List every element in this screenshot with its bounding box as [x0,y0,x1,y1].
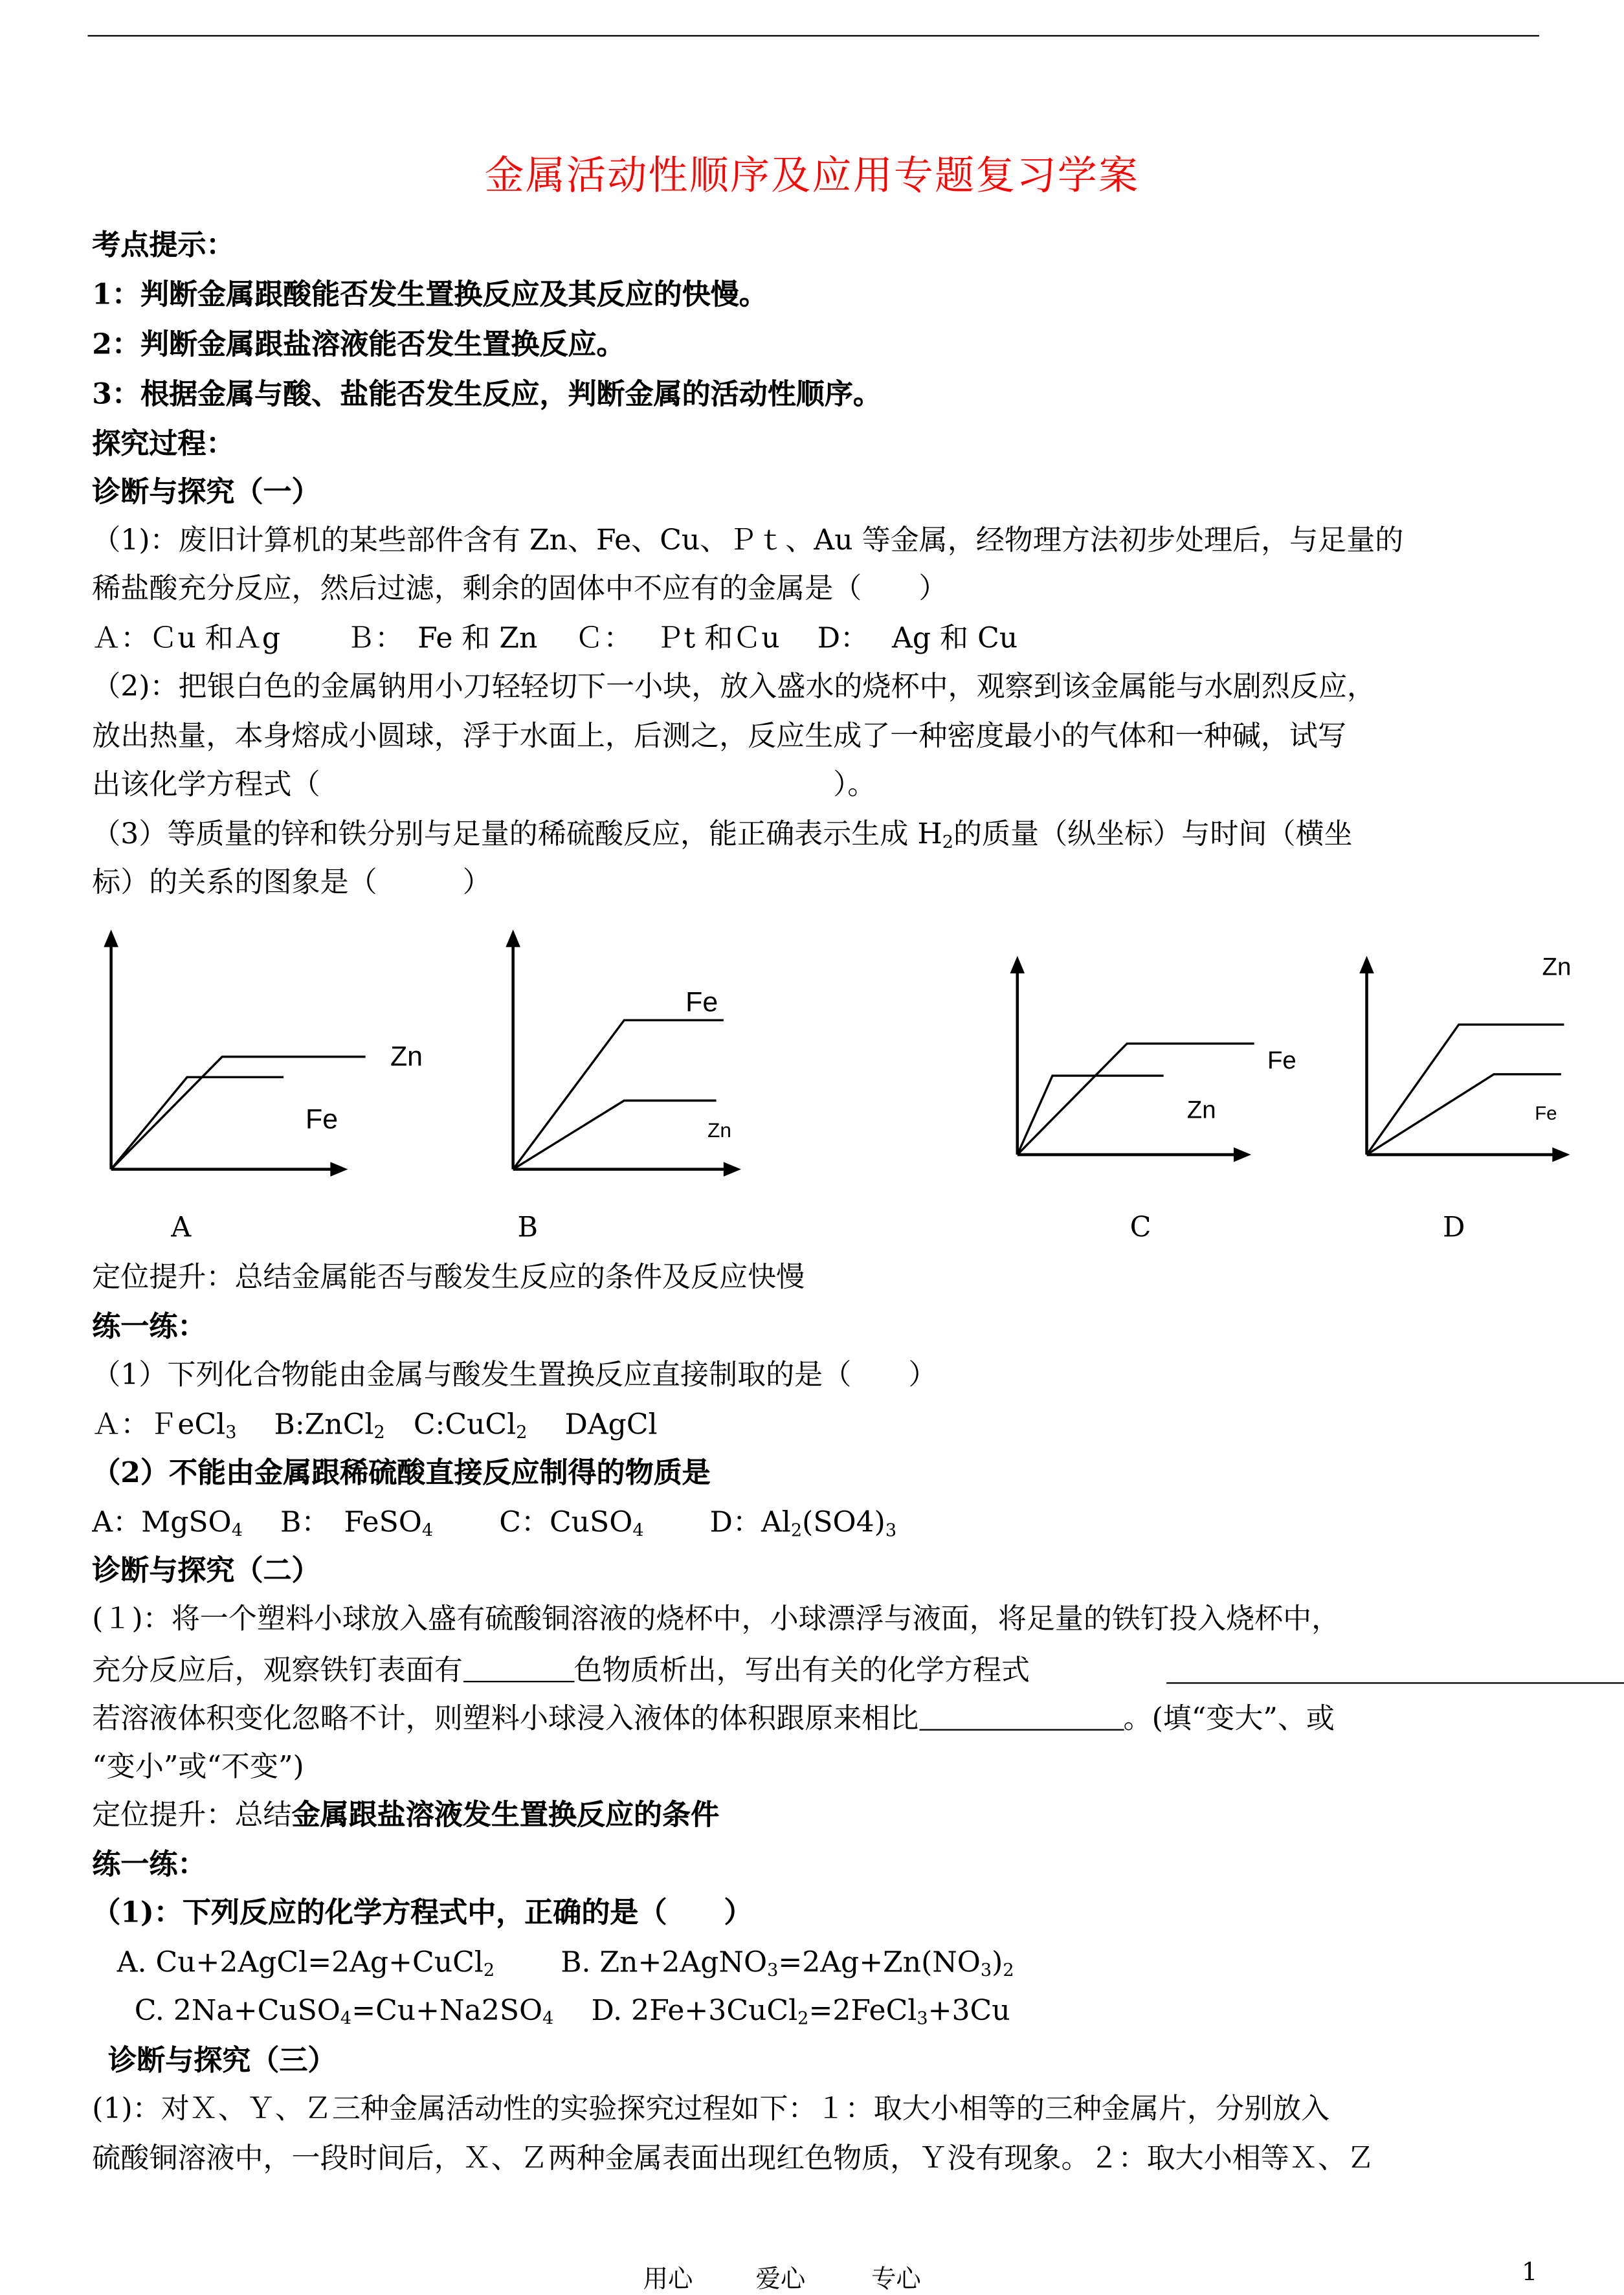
graph-c-lower-label: Zn [1186,1096,1216,1124]
s1-q2-line2: 放出热量，本身熔成小圆球，浮于水面上，后测之，反应生成了一种密度最小的气体和一种碱，试写 [92,719,1346,753]
graph-c-upper-line [1018,1043,1254,1155]
volume-blank [918,1703,1123,1731]
page-title: 金属活动性顺序及应用专题复习学案 [484,153,1140,199]
s3-q1-line1: (1)：对Ｘ、Ｙ、Ｚ三种金属活动性的实验探究过程如下：１：取大小相等的三种金属片，分别放入 [92,2091,1330,2125]
graph-d [1342,950,1590,1170]
s3-q1-line2: 硫酸铜溶液中，一段时间后，Ｘ、Ｚ两种金属表面出现红色物质，Ｙ没有现象。２：取大小相等Ｘ、Ｚ [92,2141,1375,2175]
s2-q1-line3: 若溶液体积变化忽略不计，则塑料小球浸入液体的体积跟原来相比 。(填“变大”、或 [92,1701,1335,1735]
graph-b [490,921,753,1184]
footer-item-3: 专心 [871,2265,921,2295]
kaodian-item-1: 1：判断金属跟酸能否发生置换反应及其反应的快慢。 [92,278,768,312]
tanjiu-heading: 探究过程： [92,427,235,461]
page-number: 1 [1521,2258,1538,2288]
graph-c-y-arrow [1010,956,1025,973]
s1-q1-options: Ａ：Ｃu 和Ａg Ｂ： Fe 和 Zn Ｃ： Ｐt 和Ｃu D： Ag 和 Cu [92,621,1018,655]
graph-b-upper-label: Fe [685,988,718,1019]
graph-c [994,950,1272,1170]
graph-a-y-arrow [104,929,118,947]
footer-item-1: 用心 [643,2265,693,2295]
s1-q3-line1: （3）等质量的锌和铁分别与足量的稀硫酸反应，能正确表示生成 $H_2$的质量（纵坐标）与时间（横坐 [92,817,1353,852]
graph-c-upper-label: Fe [1267,1046,1296,1074]
s1-q1-line1: （1)：废旧计算机的某些部件含有 Zn、Fe、Cu、Ｐｔ、Au 等金属，经物理方法初步处理后，与足量的 [92,523,1404,557]
graph-d-y-arrow [1359,956,1374,973]
graph-a-lower-line [111,1077,284,1169]
s1-q2-line3: 出该化学方程式（ ）。 [92,767,876,801]
l2-options-cd: C. $2Na+CuSO_4=Cu+Na2SO_4$ D. 2Fe+3CuCl$_2$=2FeCl$_3$+3Cu [134,1993,1010,2029]
l1-q2: （2）不能由金属跟稀硫酸直接反应制得的物质是 [92,1456,711,1490]
graph-a-lower-label: Fe [305,1105,339,1136]
graph-b-x-arrow [724,1162,741,1177]
kaodian-heading: 考点提示： [92,228,235,262]
graph-d-lower-label: Fe [1535,1102,1557,1124]
s1-q2-line1: （2)：把银白色的金属钠用小刀轻轻切下一小块，放入盛水的烧杯中，观察到该金属能与水剧烈反应， [92,669,1376,704]
header-rule [87,35,1539,36]
graph-c-x-arrow [1234,1148,1251,1162]
section1-heading: 诊断与探究（一） [92,474,320,509]
dingwei-1: 定位提升：总结金属能否与酸发生反应的条件及反应快慢 [92,1259,805,1294]
graph-a-x-arrow [330,1162,348,1177]
l1-q2-options: A：MgSO$_4$ B： FeSO$_4$ C：CuSO$_4$ D：$Al_2(SO4)_3$ [92,1505,897,1541]
graph-b-y-arrow [506,929,520,947]
s2-q1-line4: “变小”或“不变”) [92,1749,304,1784]
s2-q1-line1: (１)：将一个塑料小球放入盛有硫酸铜溶液的烧杯中，小球漂浮与液面，将足量的铁钉投入烧杯中， [92,1602,1340,1636]
s1-q1-line2: 稀盐酸充分反应，然后过滤，剩余的固体中不应有的金属是（ ） [92,571,948,605]
footer-item-2: 爱心 [755,2265,806,2295]
s2-q1-line2: 充分反应后，观察铁钉表面有 色物质析出，写出有关的化学方程式 [92,1653,1030,1687]
s1-q3-line2: 标）的关系的图象是（ ） [92,865,491,899]
graph-b-upper-line [513,1020,724,1169]
lianyilian-2-heading: 练一练： [92,1847,206,1881]
lianyilian-1-heading: 练一练： [92,1309,206,1344]
graph-a-upper-label: Zn [390,1042,423,1073]
l2-options-ab: A. Cu+2AgCl=2Ag+CuCl$_2$ B. $Zn+2AgNO_3=2Ag+Zn(NO_3)_2$ [117,1945,1014,1980]
dingwei-2: 定位提升：总结金属跟盐溶液发生置换反应的条件 [92,1797,720,1832]
color-blank [463,1654,574,1682]
graph-d-upper-label: Zn [1542,953,1572,981]
kaodian-item-3: 3：根据金属与酸、盐能否发生反应，判断金属的活动性顺序。 [92,377,882,411]
l2-q1: （1)：下列反应的化学方程式中，正确的是（ ） [92,1896,753,1929]
equation-blank[interactable] [1166,1656,1624,1684]
kaodian-item-2: 2：判断金属跟盐溶液能否发生置换反应。 [92,327,625,361]
section2-heading: 诊断与探究（二） [92,1553,320,1588]
section3-heading: 诊断与探究（三） [108,2043,337,2078]
graph-c-lower-line [1018,1076,1164,1155]
graph-a [87,921,365,1184]
l1-q1-options: Ａ：ＦeCl$_3$ B:ZnCl$_2$ C:CuCl$_2$ DAgCl [92,1407,658,1443]
graph-b-lower-label: Zn [707,1118,731,1142]
graph-c-label: C [1129,1212,1151,1244]
graph-d-x-arrow [1552,1148,1570,1162]
graph-b-label: B [517,1212,538,1244]
graph-b-lower-line [513,1101,717,1170]
l1-q1: （1）下列化合物能由金属与酸发生置换反应直接制取的是（ ） [92,1357,937,1391]
graph-a-label: A [171,1212,192,1244]
graph-d-label: D [1442,1212,1465,1244]
